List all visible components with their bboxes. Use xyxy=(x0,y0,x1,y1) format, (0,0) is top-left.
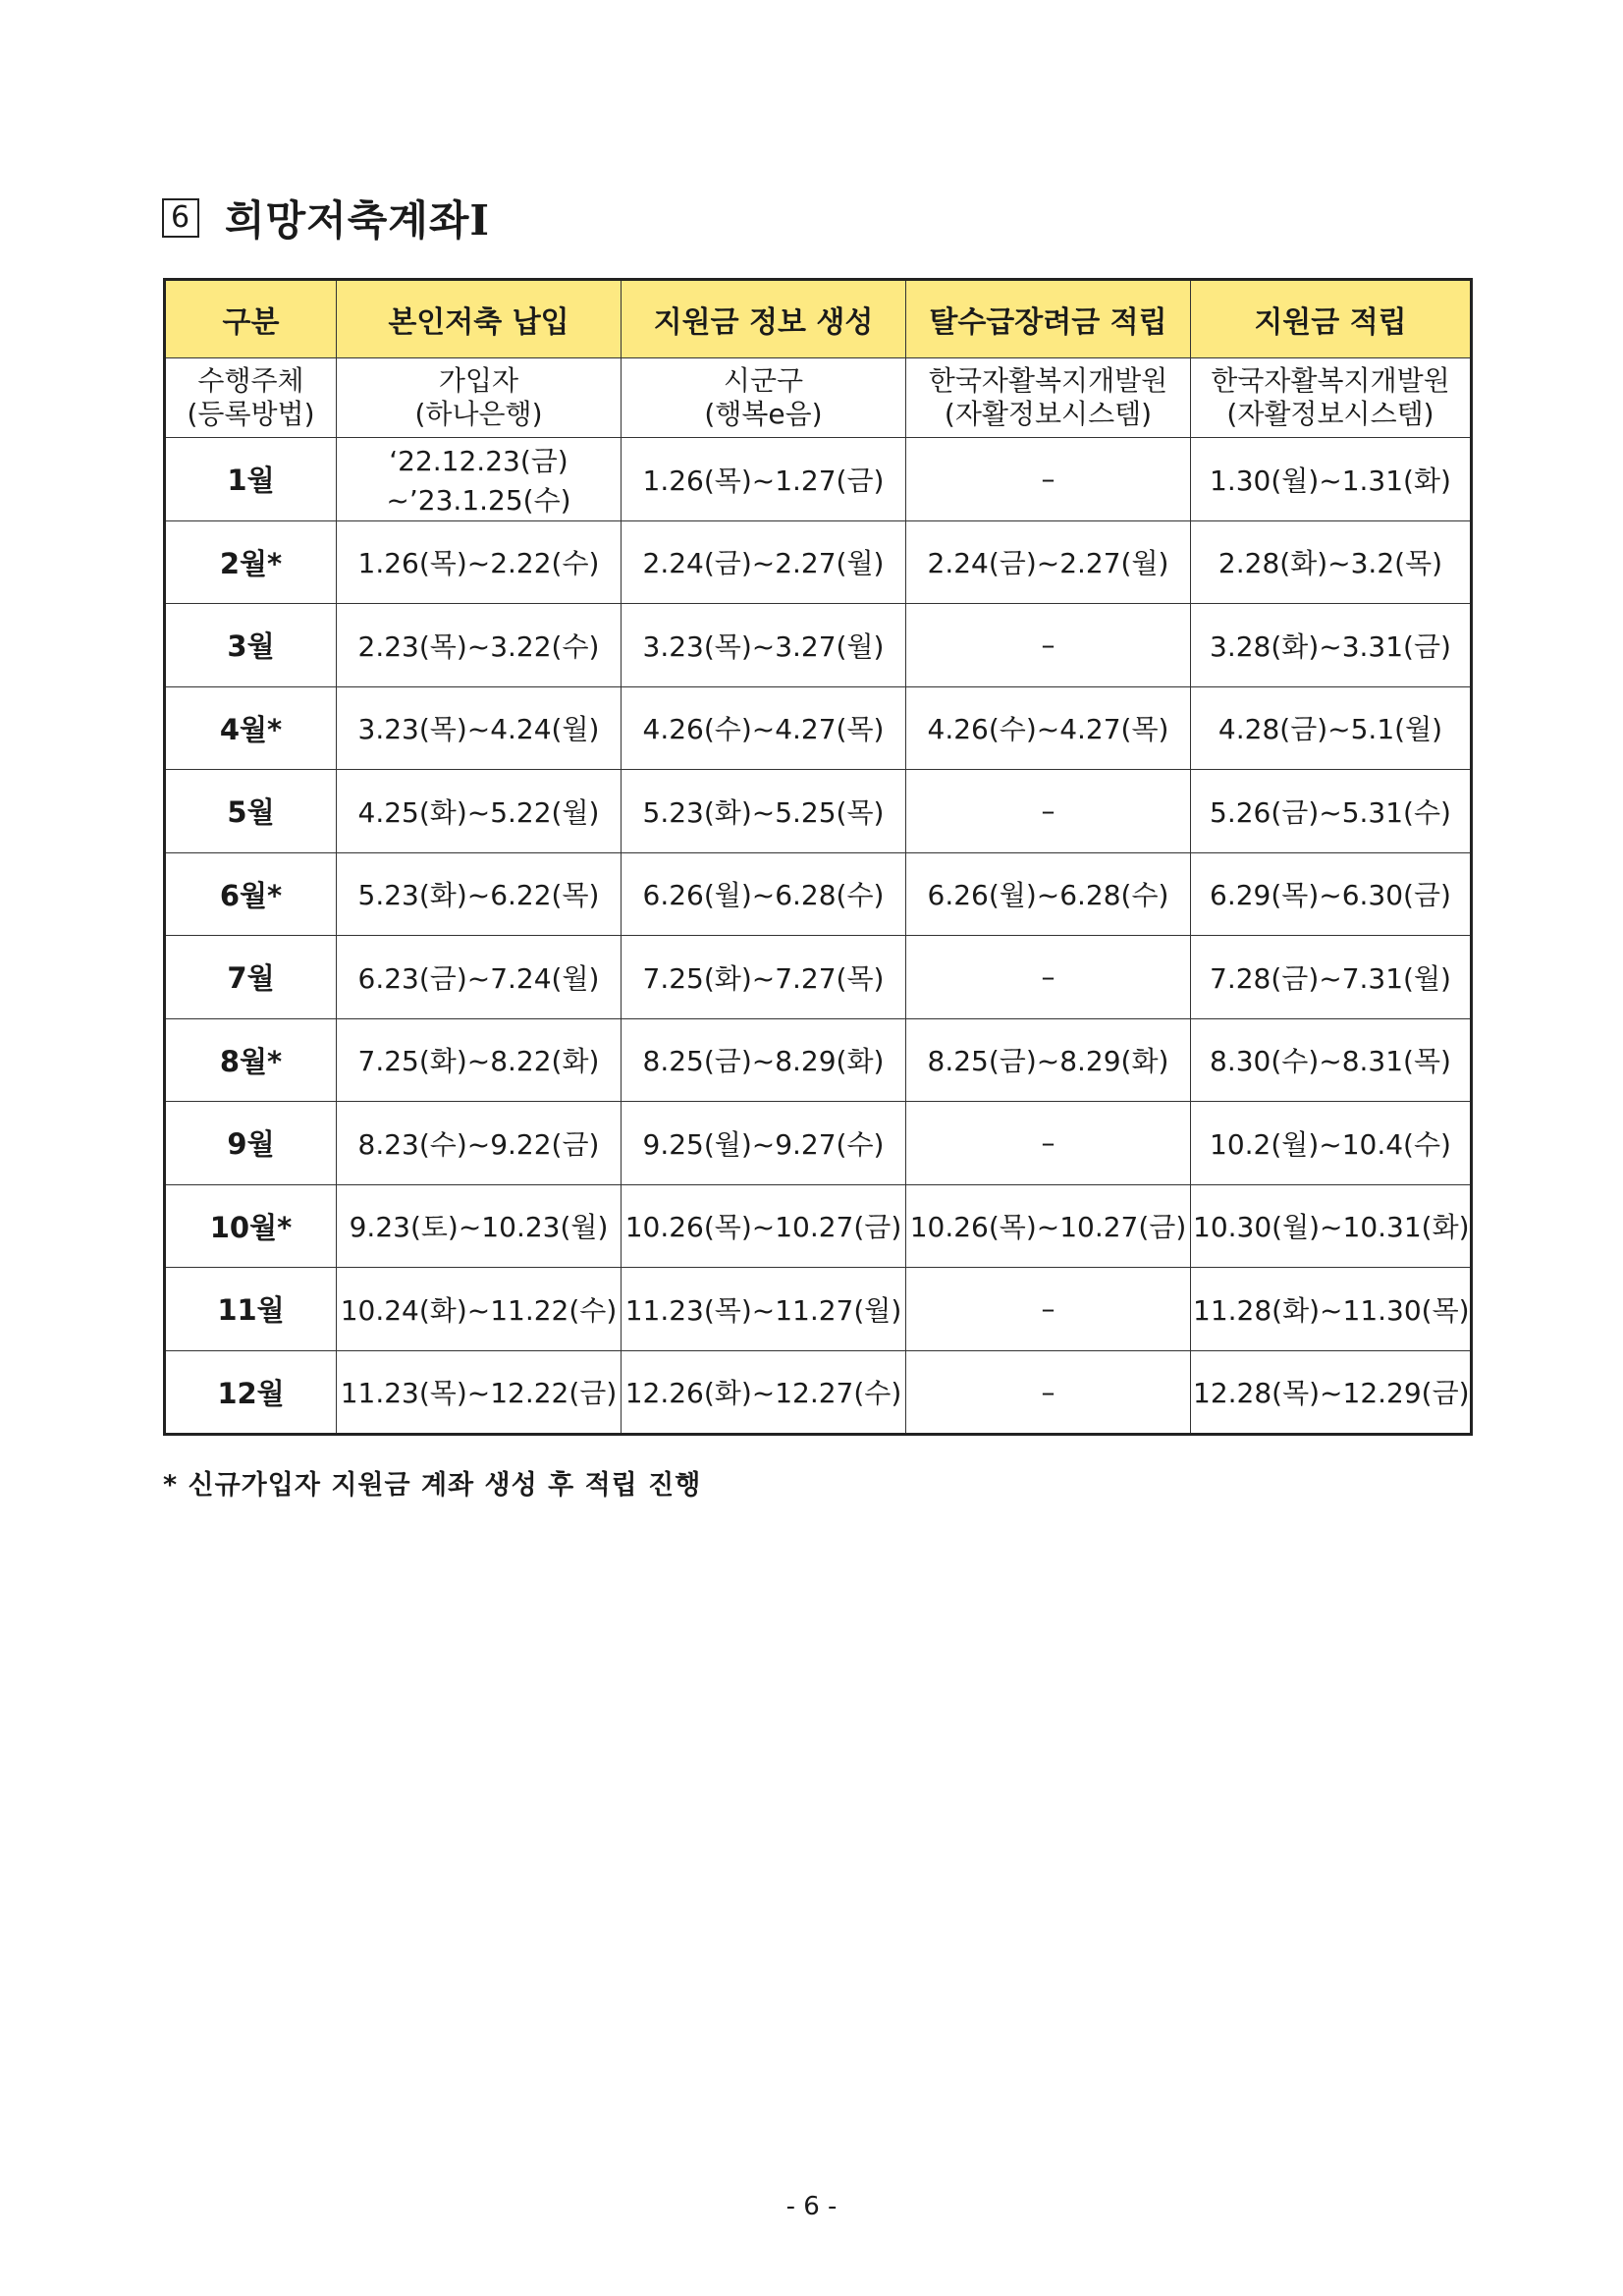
page-number: - 6 - xyxy=(785,2192,838,2221)
subheader-line: 한국자활복지개발원 xyxy=(928,364,1168,397)
table-row xyxy=(165,1268,1472,1351)
info-generation-cell: 5.23(화)~5.25(목) xyxy=(622,770,906,853)
support-accrual-cell: 8.30(수)~8.31(목) xyxy=(1191,1018,1472,1102)
info-generation-cell: 4.26(수)~4.27(목) xyxy=(622,686,906,770)
table-row xyxy=(165,1350,1472,1435)
deposit-period-cell xyxy=(337,438,622,521)
table-row xyxy=(165,936,1472,1019)
deposit-period-cell xyxy=(337,936,622,1019)
deposit-period-cell xyxy=(337,1184,622,1268)
schedule-table xyxy=(163,278,1473,1436)
subheader-line: 수행주체 xyxy=(197,364,304,397)
incentive-accrual-cell: – xyxy=(906,936,1191,1019)
cell-line: 6.23(금)~7.24(월) xyxy=(357,961,600,995)
column-header: 구분 xyxy=(165,280,337,358)
incentive-accrual-cell: 4.26(수)~4.27(목) xyxy=(906,686,1191,770)
column-header: 탈수급장려금 적립 xyxy=(906,280,1191,358)
table-row xyxy=(165,438,1472,521)
support-accrual-cell: 7.28(금)~7.31(월) xyxy=(1191,936,1472,1019)
incentive-accrual-cell: – xyxy=(906,770,1191,853)
support-accrual-cell: 12.28(목)~12.29(금) xyxy=(1191,1350,1472,1435)
cell-line: 3.23(목)~4.24(월) xyxy=(357,713,600,746)
month-cell: 8월* xyxy=(165,1018,337,1102)
support-accrual-cell: 10.2(월)~10.4(수) xyxy=(1191,1102,1472,1185)
subheader-line: 시군구 xyxy=(723,364,804,397)
support-accrual-cell: 4.28(금)~5.1(월) xyxy=(1191,686,1472,770)
info-generation-cell: 2.24(금)~2.27(월) xyxy=(622,520,906,604)
cell-line: ~’23.1.25(수) xyxy=(386,483,571,517)
cell-line: 2.23(목)~3.22(수) xyxy=(357,629,600,663)
month-cell: 6월* xyxy=(165,852,337,936)
month-cell: 7월 xyxy=(165,936,337,1019)
month-cell: 10월* xyxy=(165,1184,337,1268)
cell-line: 7.25(화)~8.22(화) xyxy=(357,1045,600,1078)
info-generation-cell: 1.26(목)~1.27(금) xyxy=(622,438,906,521)
table-body xyxy=(165,438,1472,1435)
support-accrual-cell: 6.29(목)~6.30(금) xyxy=(1191,852,1472,936)
incentive-accrual-cell: 2.24(금)~2.27(월) xyxy=(906,520,1191,604)
table-row xyxy=(165,1018,1472,1102)
month-cell: 9월 xyxy=(165,1102,337,1185)
deposit-period-cell xyxy=(337,1268,622,1351)
support-accrual-cell: 2.28(화)~3.2(목) xyxy=(1191,520,1472,604)
table-subheader-row xyxy=(165,358,1472,438)
table-row xyxy=(165,686,1472,770)
info-generation-cell: 12.26(화)~12.27(수) xyxy=(622,1350,906,1435)
subheader-line: (자활정보시스템) xyxy=(944,398,1153,430)
deposit-period-cell xyxy=(337,604,622,687)
column-header: 지원금 적립 xyxy=(1191,280,1472,358)
month-cell: 4월* xyxy=(165,686,337,770)
info-generation-cell: 10.26(목)~10.27(금) xyxy=(622,1184,906,1268)
support-accrual-cell: 1.30(월)~1.31(화) xyxy=(1191,438,1472,521)
incentive-accrual-cell: – xyxy=(906,1102,1191,1185)
subheader-cell xyxy=(1191,358,1472,438)
month-cell: 3월 xyxy=(165,604,337,687)
table-row xyxy=(165,520,1472,604)
deposit-period-cell xyxy=(337,1102,622,1185)
incentive-accrual-cell: – xyxy=(906,1268,1191,1351)
subheader-line: (하나은행) xyxy=(414,398,543,430)
table-header-row xyxy=(165,280,1472,358)
cell-line: 5.23(화)~6.22(목) xyxy=(357,879,600,912)
month-cell: 1월 xyxy=(165,438,337,521)
support-accrual-cell: 10.30(월)~10.31(화) xyxy=(1191,1184,1472,1268)
deposit-period-cell xyxy=(337,770,622,853)
cell-line: 11.23(목)~12.22(금) xyxy=(340,1377,618,1410)
subheader-cell xyxy=(337,358,622,438)
support-accrual-cell: 3.28(화)~3.31(금) xyxy=(1191,604,1472,687)
deposit-period-cell xyxy=(337,852,622,936)
info-generation-cell: 9.25(월)~9.27(수) xyxy=(622,1102,906,1185)
table-row xyxy=(165,1184,1472,1268)
table-row xyxy=(165,1102,1472,1185)
deposit-period-cell xyxy=(337,1350,622,1435)
incentive-accrual-cell: 10.26(목)~10.27(금) xyxy=(906,1184,1191,1268)
info-generation-cell: 8.25(금)~8.29(화) xyxy=(622,1018,906,1102)
subheader-line: (자활정보시스템) xyxy=(1226,398,1434,430)
month-cell: 2월* xyxy=(165,520,337,604)
cell-line: 1.26(목)~2.22(수) xyxy=(357,547,600,580)
cell-line: 9.23(토)~10.23(월) xyxy=(349,1211,609,1244)
incentive-accrual-cell: – xyxy=(906,604,1191,687)
subheader-line: 가입자 xyxy=(438,364,519,397)
table-row xyxy=(165,604,1472,687)
subheader-line: 한국자활복지개발원 xyxy=(1211,364,1450,397)
info-generation-cell: 6.26(월)~6.28(수) xyxy=(622,852,906,936)
deposit-period-cell xyxy=(337,520,622,604)
subheader-line: (행복e음) xyxy=(704,398,823,430)
cell-line: 4.25(화)~5.22(월) xyxy=(357,795,600,829)
cell-line: ‘22.12.23(금) xyxy=(389,444,568,477)
column-header: 본인저축 납입 xyxy=(337,280,622,358)
support-accrual-cell: 5.26(금)~5.31(수) xyxy=(1191,770,1472,853)
month-cell: 12월 xyxy=(165,1350,337,1435)
incentive-accrual-cell: – xyxy=(906,438,1191,521)
subheader-cell xyxy=(906,358,1191,438)
subheader-cell xyxy=(165,358,337,438)
section-title-text: 희망저축계좌Ⅰ xyxy=(225,196,491,245)
table-row xyxy=(165,852,1472,936)
footnote: * 신규가입자 지원금 계좌 생성 후 적립 진행 xyxy=(163,1470,702,1501)
cell-line: 10.24(화)~11.22(수) xyxy=(340,1293,618,1327)
deposit-period-cell xyxy=(337,686,622,770)
support-accrual-cell: 11.28(화)~11.30(목) xyxy=(1191,1268,1472,1351)
deposit-period-cell xyxy=(337,1018,622,1102)
section-number-box: 6 xyxy=(162,198,199,238)
month-cell: 11월 xyxy=(165,1268,337,1351)
month-cell: 5월 xyxy=(165,770,337,853)
column-header: 지원금 정보 생성 xyxy=(622,280,906,358)
table-row xyxy=(165,770,1472,853)
incentive-accrual-cell: 8.25(금)~8.29(화) xyxy=(906,1018,1191,1102)
info-generation-cell: 7.25(화)~7.27(목) xyxy=(622,936,906,1019)
section-title xyxy=(162,189,490,247)
subheader-cell xyxy=(622,358,906,438)
cell-line: 8.23(수)~9.22(금) xyxy=(357,1127,600,1161)
incentive-accrual-cell: 6.26(월)~6.28(수) xyxy=(906,852,1191,936)
subheader-line: (등록방법) xyxy=(187,398,315,430)
info-generation-cell: 11.23(목)~11.27(월) xyxy=(622,1268,906,1351)
info-generation-cell: 3.23(목)~3.27(월) xyxy=(622,604,906,687)
incentive-accrual-cell: – xyxy=(906,1350,1191,1435)
